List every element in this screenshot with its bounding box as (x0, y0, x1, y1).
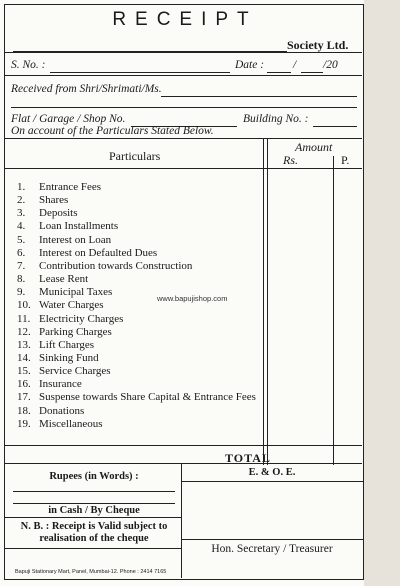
particular-label: Contribution towards Construction (39, 259, 193, 272)
building-number-field[interactable] (313, 126, 357, 127)
column-divider-amount (263, 139, 264, 465)
account-label: On account of the Particulars Stated Below. (11, 125, 214, 137)
rs-header: Rs. (283, 153, 298, 167)
particular-row (17, 299, 104, 311)
building-label: Building No. : (243, 113, 309, 125)
page-edge (364, 0, 400, 586)
footer-left-divider (5, 517, 181, 518)
particular-row (17, 194, 68, 206)
particular-label: Insurance (39, 378, 82, 391)
particular-label: Water Charges (39, 299, 104, 312)
total-bottom-border (5, 463, 362, 464)
date-year-label: /20 (323, 59, 338, 71)
paise-header: P. (341, 153, 350, 167)
particular-row (17, 286, 112, 298)
particular-row (17, 391, 256, 403)
particular-label: Loan Installments (39, 220, 119, 233)
particular-number: 6. (17, 246, 26, 259)
printer-imprint: Bapuji Stationary Mart, Panel, Mumbai-12. Phone : 2414 7165 (15, 569, 167, 575)
particular-number: 3. (17, 207, 26, 220)
receipt-frame (4, 4, 364, 580)
particular-label: Suspense towards Share Capital & Entrance Fees (39, 391, 256, 404)
particular-number: 16. (17, 378, 31, 391)
eoe-label: E. & O. E. (248, 467, 296, 478)
particular-label: Lift Charges (39, 338, 95, 351)
particular-label: Miscellaneous (39, 417, 103, 430)
particular-row (17, 220, 118, 232)
particular-number: 10. (17, 299, 31, 312)
particular-number: 1. (17, 181, 26, 193)
amount-header: Amount (295, 140, 333, 154)
particular-number: 5. (17, 233, 26, 246)
particular-row (17, 365, 111, 377)
particular-label: Service Charges (39, 365, 111, 378)
particular-row (17, 207, 78, 219)
particular-label: Sinking Fund (39, 351, 99, 364)
watermark-text: www.bapujishop.com (157, 294, 228, 303)
particular-number: 19. (17, 417, 31, 430)
cash-cheque-label: in Cash / By Cheque (48, 505, 140, 516)
particular-number: 8. (17, 273, 26, 286)
particular-number: 15. (17, 365, 31, 378)
secretary-label: Hon. Secretary / Treasurer (211, 543, 333, 555)
particular-row (17, 247, 157, 259)
particulars-header: Particulars (109, 149, 161, 163)
particular-row (17, 418, 103, 430)
footer-left-divider-2 (5, 548, 181, 549)
particular-number: 4. (17, 220, 26, 233)
particular-row (17, 405, 84, 417)
received-label: Received from Shri/Shrimati/Ms. (11, 83, 162, 95)
header-divider (5, 168, 362, 169)
divider (5, 52, 362, 53)
particular-number: 14. (17, 351, 31, 364)
particular-number: 11. (17, 312, 31, 325)
particular-row (17, 181, 101, 193)
total-top-border (5, 445, 362, 446)
rupees-label: Rupees (in Words) : (49, 471, 139, 482)
total-label: TOTAL (225, 451, 271, 465)
particular-label: Deposits (39, 207, 78, 220)
nb-line-1: N. B. : Receipt is Valid subject to (20, 521, 168, 532)
column-divider-paise (333, 156, 334, 465)
particular-number: 18. (17, 404, 31, 417)
particular-number: 12. (17, 325, 31, 338)
particular-number: 7. (17, 259, 26, 272)
flat-label: Flat / Garage / Shop No. (11, 113, 126, 125)
particular-label: Interest on Loan (39, 233, 112, 246)
sno-field[interactable] (50, 72, 230, 73)
particular-number: 13. (17, 338, 31, 351)
particular-row (17, 260, 192, 272)
particular-label: Parking Charges (39, 325, 112, 338)
received-name-field-2[interactable] (11, 107, 357, 108)
particular-row (17, 326, 112, 338)
particular-label: Donations (39, 404, 85, 417)
divider (5, 75, 362, 76)
particular-row (17, 378, 82, 390)
date-month-field[interactable] (301, 72, 323, 73)
date-label: Date : (235, 59, 265, 71)
signature-line[interactable] (181, 539, 363, 540)
particular-label: Entrance Fees (39, 181, 101, 193)
particular-row (17, 313, 123, 325)
table-top-border (5, 138, 362, 139)
date-day-field[interactable] (267, 72, 291, 73)
society-label: Society Ltd. (287, 38, 349, 52)
received-name-field[interactable] (161, 96, 357, 97)
particular-number: 2. (17, 194, 26, 207)
nb-line-2: realisation of the cheque (39, 533, 149, 544)
particular-row (17, 339, 94, 351)
particular-number: 9. (17, 286, 26, 299)
particular-row (17, 352, 99, 364)
particular-label: Shares (39, 194, 69, 207)
date-sep-1: / (293, 59, 297, 71)
rupees-words-field[interactable] (13, 491, 175, 492)
particular-label: Interest on Defaulted Dues (39, 246, 158, 259)
particular-number: 17. (17, 391, 31, 404)
particular-row (17, 273, 88, 285)
receipt-title: RECEIPT (112, 9, 258, 30)
particular-label: Electricity Charges (39, 312, 124, 325)
sno-label: S. No. : (11, 59, 46, 71)
eoe-divider (181, 481, 363, 482)
rupees-words-field-2[interactable] (13, 503, 175, 504)
particular-row (17, 234, 111, 246)
particular-label: Lease Rent (39, 273, 89, 286)
column-divider-amount-double (267, 139, 268, 465)
particular-label: Municipal Taxes (39, 286, 113, 299)
